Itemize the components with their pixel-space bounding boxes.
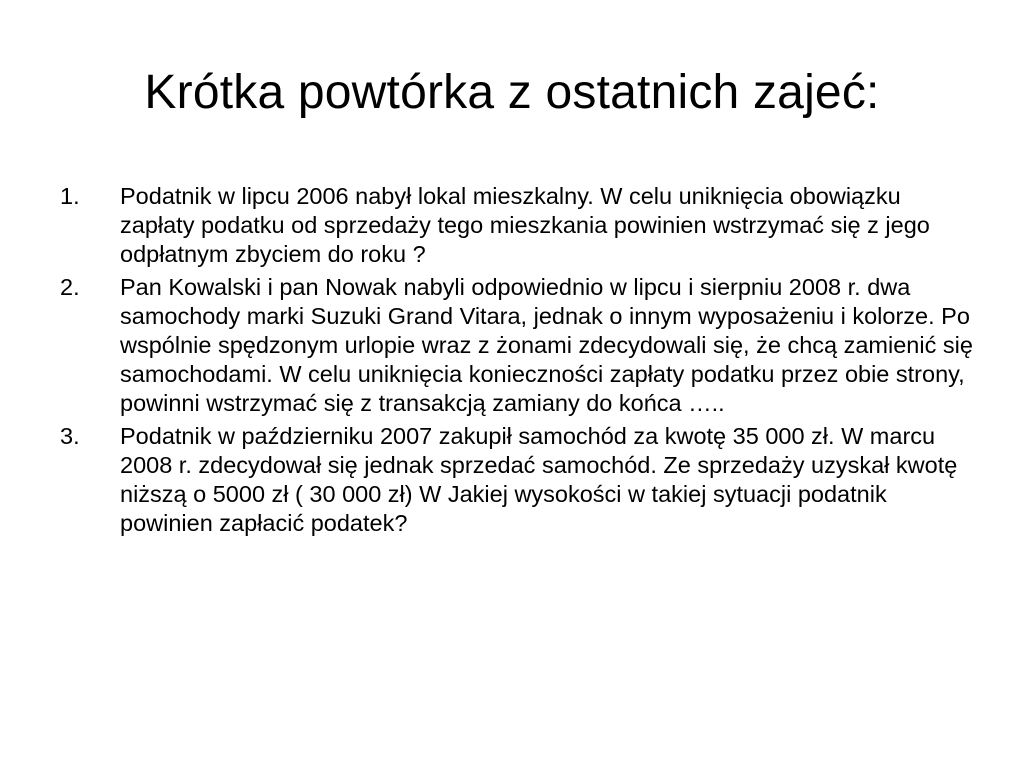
item-number: 1.: [60, 183, 80, 209]
slide-title: Krótka powtórka z ostatnich zajeć:: [144, 66, 880, 119]
item-text: Podatnik w październiku 2007 zakupił samochód za kwotę 35 000 zł. W marcu 2008 r. zdecydował się jednak sprzedać samochód. Ze sprzedaży uzyskał kwotę niższą o 5000 zł ( 30 000 zł) W Jakiej wysokości w takiej sytuacji podatnik powinien zapłacić podatek?: [120, 423, 958, 536]
item-number: 3.: [60, 423, 80, 449]
item-number: 2.: [60, 274, 80, 300]
list-item: [60, 273, 975, 418]
list-item: [60, 182, 975, 269]
list-item: [60, 422, 975, 538]
item-text: Podatnik w lipcu 2006 nabył lokal mieszkalny. W celu uniknięcia obowiązku zapłaty podatku od sprzedaży tego mieszkania powinien wstrzymać się z jego odpłatnym zbyciem do roku ?: [120, 183, 930, 267]
item-text: Pan Kowalski i pan Nowak nabyli odpowiednio w lipcu i sierpniu 2008 r. dwa samochody marki Suzuki Grand Vitara, jednak o innym wyposażeniu i kolorze. Po wspólnie spędzonym urlopie wraz z żonami zdecydowali się, że chcą zamienić się samochodami. W celu uniknięcia konieczności zapłaty podatku przez obie strony, powinni wstrzymać się z transakcją zamiany do końca …..: [120, 274, 973, 416]
question-list: [60, 182, 975, 542]
